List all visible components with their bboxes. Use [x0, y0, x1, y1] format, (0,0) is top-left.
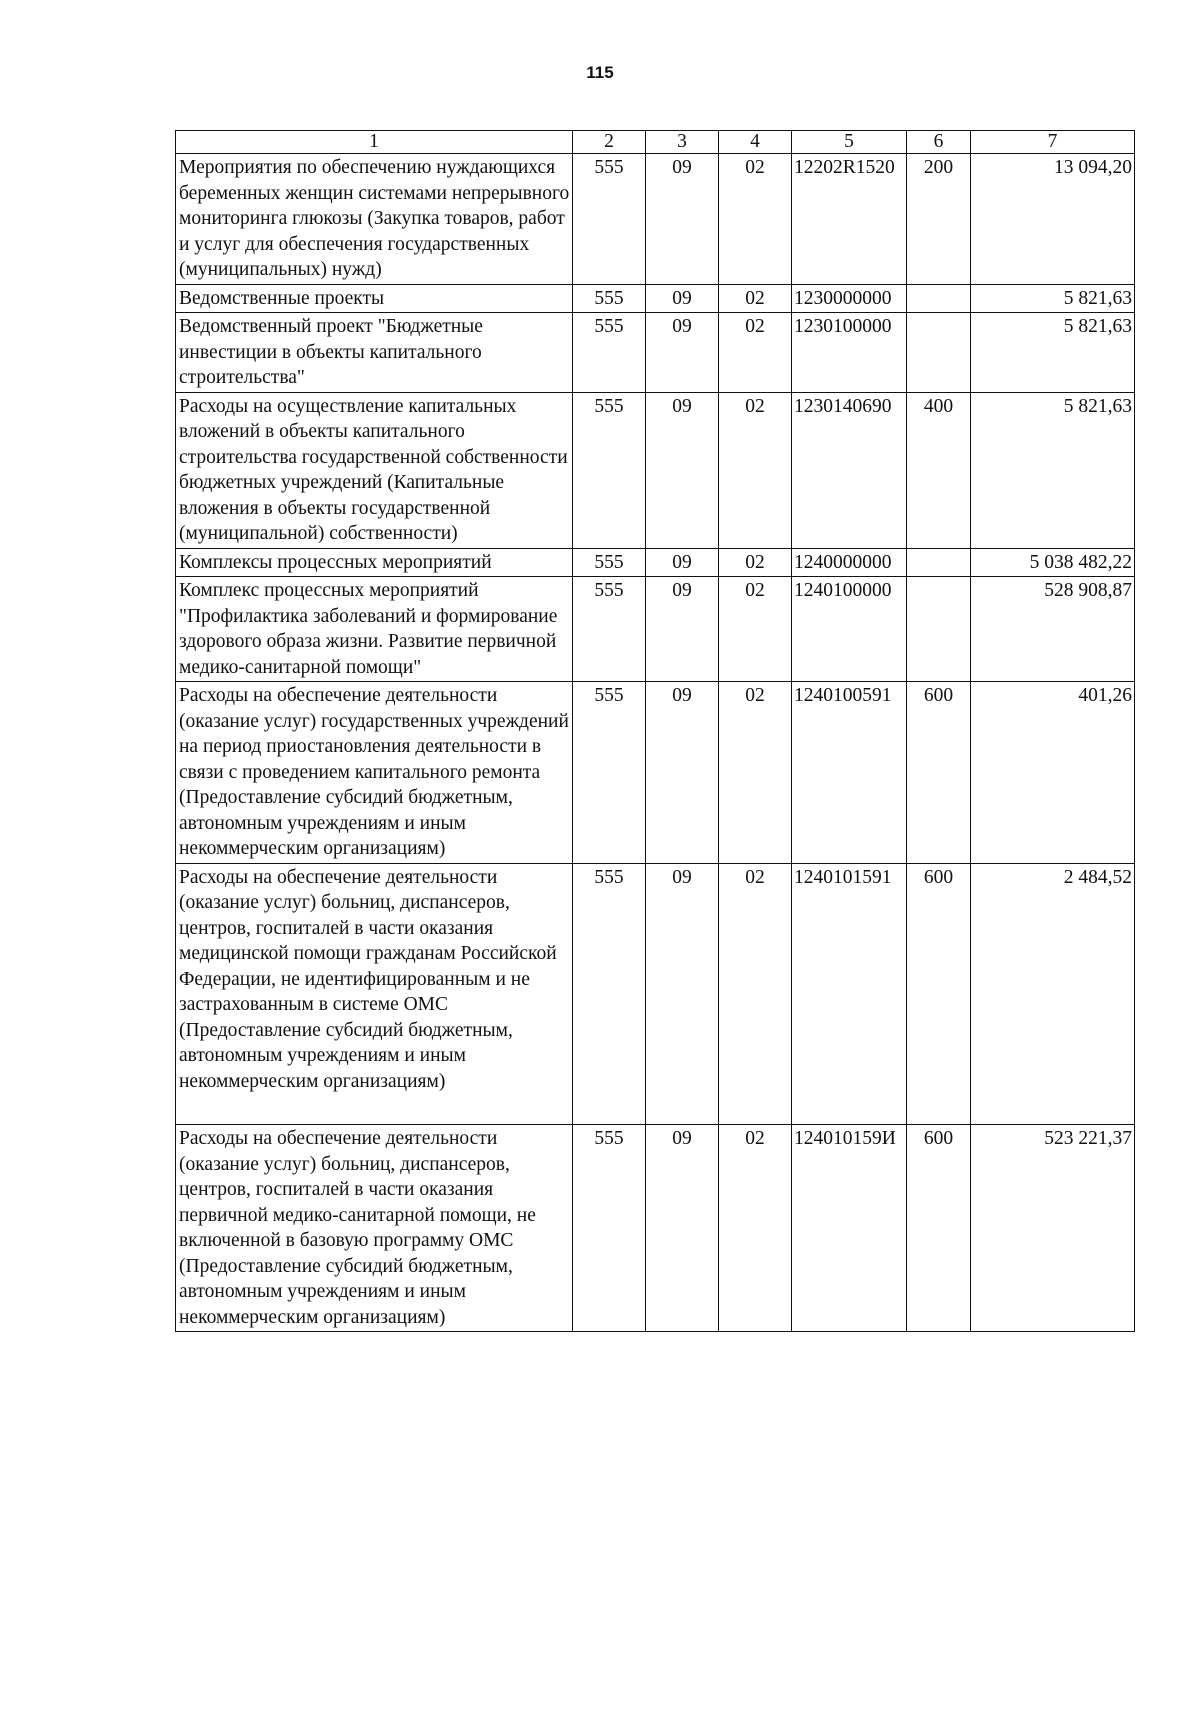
section-code: 09 — [646, 284, 719, 313]
amount: 5 821,63 — [971, 284, 1135, 313]
ministry-code: 555 — [573, 577, 646, 682]
amount: 5 821,63 — [971, 392, 1135, 548]
row-name: Ведомственный проект "Бюджетные инвестиции в объекты капитального строительства" — [176, 313, 573, 393]
target-article-code: 1240100000 — [792, 577, 907, 682]
section-code: 09 — [646, 682, 719, 864]
subsection-code: 02 — [719, 682, 792, 864]
table-row — [176, 284, 1135, 313]
expense-type-code: 400 — [907, 392, 971, 548]
amount: 401,26 — [971, 682, 1135, 864]
amount: 5 038 482,22 — [971, 548, 1135, 577]
table-row — [176, 1125, 1135, 1332]
table-row — [176, 548, 1135, 577]
row-name: Расходы на обеспечение деятельности (оказание услуг) государственных учреждений на период приостановления деятельности в связи с проведением капитального ремонта (Предоставление субсидий бюджетным, автономным учреждениям и иным некоммерческим организациям) — [176, 682, 573, 864]
section-code: 09 — [646, 392, 719, 548]
subsection-code: 02 — [719, 577, 792, 682]
target-article-code: 1230100000 — [792, 313, 907, 393]
section-code: 09 — [646, 863, 719, 1125]
ministry-code: 555 — [573, 154, 646, 285]
row-name: Расходы на обеспечение деятельности (оказание услуг) больниц, диспансеров, центров, госпиталей в части оказания медицинской помощи гражданам Российской Федерации, не идентифицированным и не застрахованным в системе ОМС (Предоставление субсидий бюджетным, автономным учреждениям и иным некоммерческим организациям) — [176, 863, 573, 1125]
table-row — [176, 392, 1135, 548]
row-name: Комплексы процессных мероприятий — [176, 548, 573, 577]
ministry-code: 555 — [573, 313, 646, 393]
target-article-code: 1230140690 — [792, 392, 907, 548]
subsection-code: 02 — [719, 392, 792, 548]
amount: 13 094,20 — [971, 154, 1135, 285]
section-code: 09 — [646, 1125, 719, 1332]
amount: 2 484,52 — [971, 863, 1135, 1125]
expense-type-code: 600 — [907, 682, 971, 864]
expense-type-code: 600 — [907, 1125, 971, 1332]
subsection-code: 02 — [719, 284, 792, 313]
ministry-code: 555 — [573, 1125, 646, 1332]
subsection-code: 02 — [719, 313, 792, 393]
subsection-code: 02 — [719, 863, 792, 1125]
subsection-code: 02 — [719, 548, 792, 577]
expense-type-code: 200 — [907, 154, 971, 285]
column-header: 1 — [176, 131, 573, 154]
table-row — [176, 577, 1135, 682]
subsection-code: 02 — [719, 154, 792, 285]
table-header-row — [176, 131, 1135, 154]
section-code: 09 — [646, 154, 719, 285]
column-header: 7 — [971, 131, 1135, 154]
ministry-code: 555 — [573, 284, 646, 313]
target-article-code: 124010159И — [792, 1125, 907, 1332]
expense-type-code — [907, 284, 971, 313]
column-header: 4 — [719, 131, 792, 154]
table-row — [176, 863, 1135, 1125]
section-code: 09 — [646, 577, 719, 682]
row-name: Комплекс процессных мероприятий "Профилактика заболеваний и формирование здорового образа жизни. Развитие первичной медико-санитарной помощи" — [176, 577, 573, 682]
ministry-code: 555 — [573, 548, 646, 577]
target-article-code: 1230000000 — [792, 284, 907, 313]
target-article-code: 12202R1520 — [792, 154, 907, 285]
ministry-code: 555 — [573, 682, 646, 864]
column-header: 5 — [792, 131, 907, 154]
target-article-code: 1240101591 — [792, 863, 907, 1125]
section-code: 09 — [646, 548, 719, 577]
expense-type-code — [907, 577, 971, 682]
expense-type-code: 600 — [907, 863, 971, 1125]
target-article-code: 1240100591 — [792, 682, 907, 864]
ministry-code: 555 — [573, 392, 646, 548]
amount: 5 821,63 — [971, 313, 1135, 393]
section-code: 09 — [646, 313, 719, 393]
row-name: Расходы на обеспечение деятельности (оказание услуг) больниц, диспансеров, центров, госпиталей в части оказания первичной медико-санитарной помощи, не включенной в базовую программу ОМС (Предоставление субсидий бюджетным, автономным учреждениям и иным некоммерческим организациям) — [176, 1125, 573, 1332]
page-number: 115 — [586, 63, 614, 82]
ministry-code: 555 — [573, 863, 646, 1125]
column-header: 6 — [907, 131, 971, 154]
amount: 523 221,37 — [971, 1125, 1135, 1332]
table-row — [176, 313, 1135, 393]
table-row — [176, 154, 1135, 285]
expense-type-code — [907, 548, 971, 577]
row-name: Ведомственные проекты — [176, 284, 573, 313]
target-article-code: 1240000000 — [792, 548, 907, 577]
subsection-code: 02 — [719, 1125, 792, 1332]
expense-type-code — [907, 313, 971, 393]
column-header: 3 — [646, 131, 719, 154]
table-row — [176, 682, 1135, 864]
row-name: Мероприятия по обеспечению нуждающихся беременных женщин системами непрерывного мониторинга глюкозы (Закупка товаров, работ и услуг для обеспечения государственных (муниципальных) нужд) — [176, 154, 573, 285]
amount: 528 908,87 — [971, 577, 1135, 682]
budget-table — [175, 130, 1135, 1332]
row-name: Расходы на осуществление капитальных вложений в объекты капитального строительства государственной собственности бюджетных учреждений (Капитальные вложения в объекты государственной (муниципальной) собственности) — [176, 392, 573, 548]
column-header: 2 — [573, 131, 646, 154]
